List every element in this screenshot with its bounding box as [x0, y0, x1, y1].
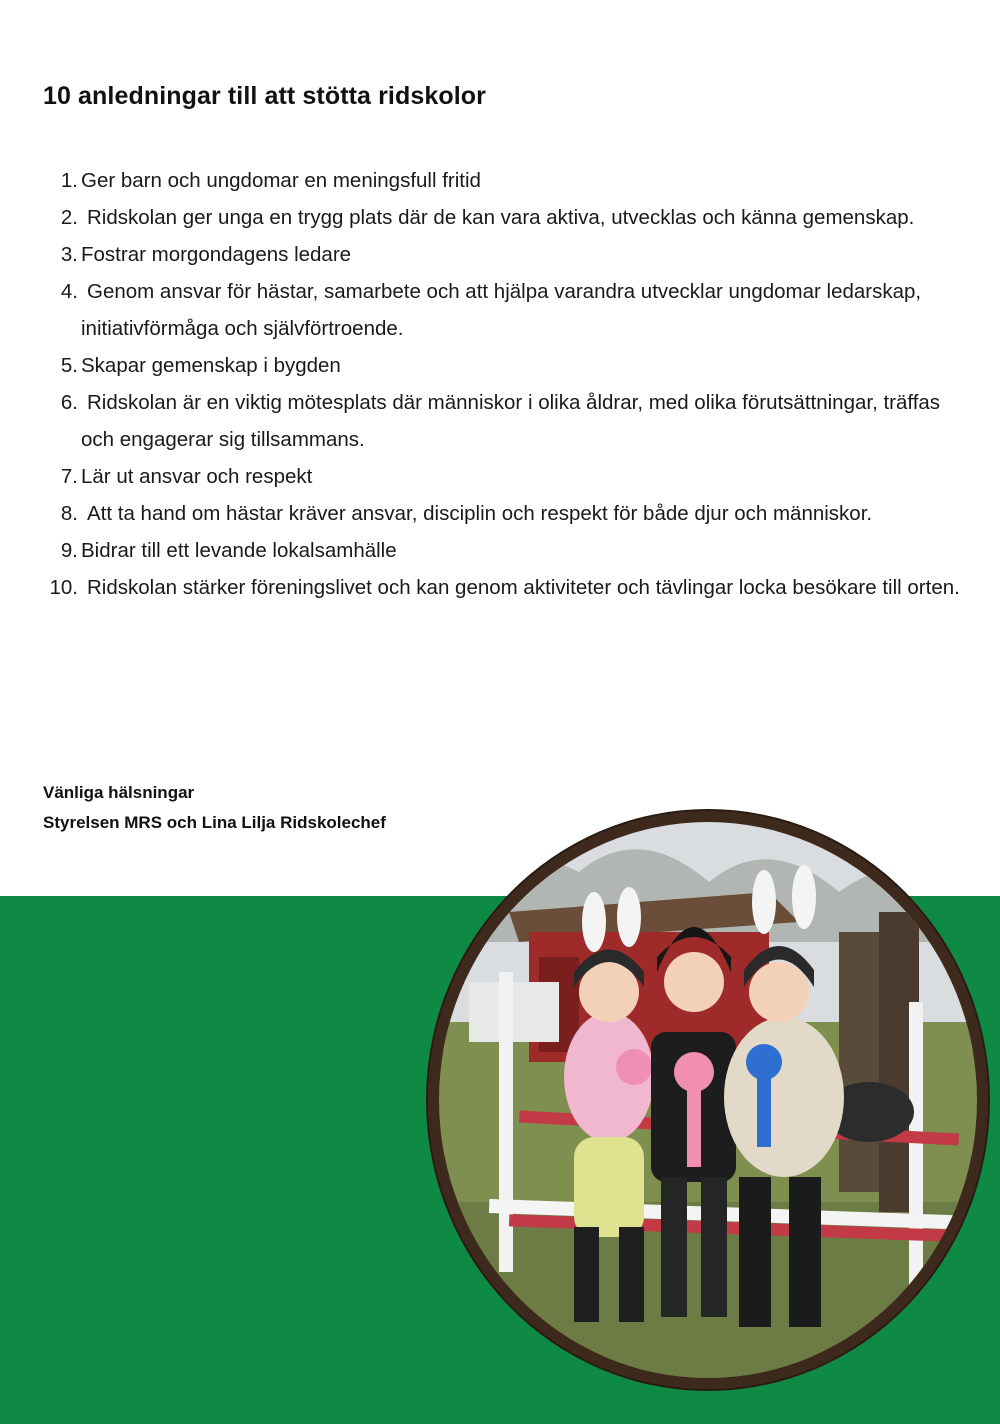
item-text: Ridskolan ger unga en trygg plats där de kan vara aktiva, utvecklas och känna gemenskap.	[87, 206, 915, 229]
item-text: Bidrar till ett levande lokalsamhälle	[81, 539, 397, 562]
item-text: Genom ansvar för hästar, samarbete och att hjälpa varandra utvecklar ungdomar ledarskap, initiativförmåga och självförtroende.	[81, 280, 922, 340]
list-item	[40, 384, 970, 458]
signature-sender: Styrelsen MRS och Lina Lilja Ridskolechef	[43, 813, 386, 832]
signature-greeting: Vänliga hälsningar	[43, 783, 195, 802]
item-number: 6.	[60, 391, 78, 414]
list-item	[40, 532, 970, 569]
reasons-list	[40, 162, 970, 606]
page-title: 10 anledningar till att stötta ridskolor	[43, 82, 486, 110]
item-number: 1.	[60, 169, 78, 192]
item-text: Skapar gemenskap i bygden	[81, 354, 341, 377]
list-item	[40, 347, 970, 384]
list-item	[40, 569, 970, 606]
item-text: Att ta hand om hästar kräver ansvar, disciplin och respekt för både djur och människor.	[87, 502, 873, 525]
riders-photo-illustration	[439, 822, 977, 1378]
item-text: Ridskolan är en viktig mötesplats där människor i olika åldrar, med olika förutsättningar, träffas och engagerar sig tillsammans.	[81, 391, 941, 451]
item-text: Lär ut ansvar och respekt	[81, 465, 313, 488]
item-number: 10.	[49, 576, 78, 599]
item-number: 3.	[60, 243, 78, 266]
item-number: 4.	[60, 280, 78, 303]
list-item	[40, 495, 970, 532]
riders-photo	[439, 822, 977, 1378]
item-number: 7.	[60, 465, 78, 488]
item-number: 8.	[60, 502, 78, 525]
item-text: Ridskolan stärker föreningslivet och kan genom aktiviteter och tävlingar locka besökare till orten.	[87, 576, 960, 599]
list-item	[40, 236, 970, 273]
list-item	[40, 199, 970, 236]
signature	[43, 778, 386, 838]
item-text: Ger barn och ungdomar en meningsfull fritid	[81, 169, 481, 192]
list-item	[40, 458, 970, 495]
item-number: 5.	[60, 354, 78, 377]
list-item	[40, 273, 970, 347]
item-text: Fostrar morgondagens ledare	[81, 243, 352, 266]
item-number: 9.	[60, 539, 78, 562]
item-number: 2.	[60, 206, 78, 229]
photo-frame	[428, 811, 988, 1389]
list-item	[40, 162, 970, 199]
